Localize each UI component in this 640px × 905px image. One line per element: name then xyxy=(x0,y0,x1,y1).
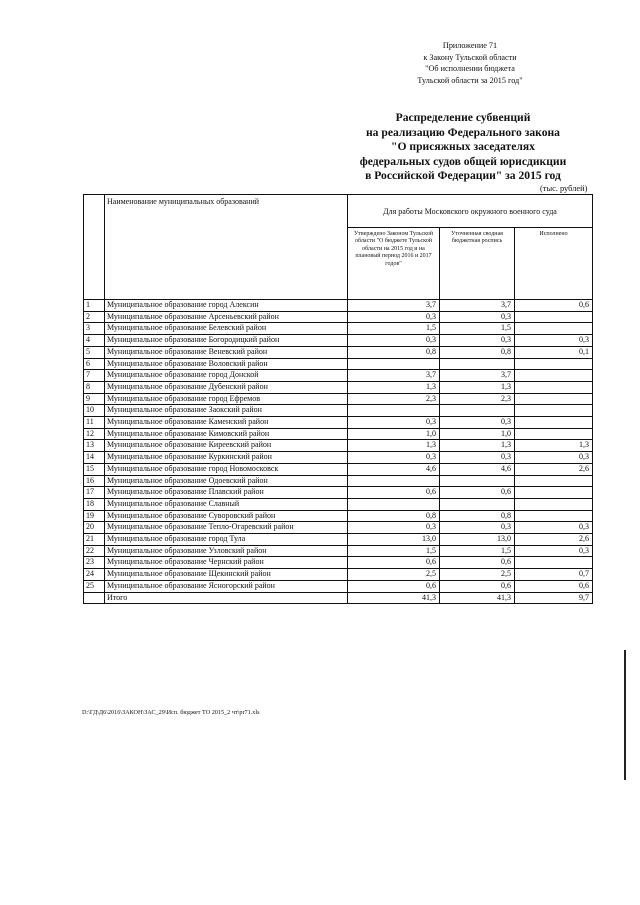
executed-value xyxy=(515,487,593,499)
row-number: 6 xyxy=(84,358,105,370)
executed-value xyxy=(515,417,593,429)
municipality-name: Муниципальное образование Суворовский район xyxy=(105,510,348,522)
table-row xyxy=(84,393,593,405)
municipality-name: Муниципальное образование город Ефремов xyxy=(105,393,348,405)
municipality-name: Муниципальное образование Кимовский район xyxy=(105,428,348,440)
row-number: 19 xyxy=(84,510,105,522)
table-row xyxy=(84,440,593,452)
refined-value: 2,5 xyxy=(440,569,515,581)
approved-value xyxy=(348,358,440,370)
table-row xyxy=(84,452,593,464)
municipality-name: Муниципальное образование Богородицкий район xyxy=(105,335,348,347)
municipality-name: Муниципальное образование Воловский район xyxy=(105,358,348,370)
total-num-cell xyxy=(84,592,105,604)
executed-value: 0,1 xyxy=(515,346,593,358)
total-row xyxy=(84,592,593,604)
refined-value: 3,7 xyxy=(440,300,515,312)
executed-value xyxy=(515,381,593,393)
municipality-name: Муниципальное образование Щекинский район xyxy=(105,569,348,581)
approved-value: 13,0 xyxy=(348,534,440,546)
table-row xyxy=(84,498,593,510)
annex-line-2: к Закону Тульской области xyxy=(423,52,517,62)
refined-value: 1,5 xyxy=(440,323,515,335)
executed-value xyxy=(515,475,593,487)
table-row xyxy=(84,463,593,475)
table-row xyxy=(84,370,593,382)
table-header-row xyxy=(84,195,593,228)
header-court-group: Для работы Московского окружного военного суда xyxy=(348,195,593,228)
annex-line-4: Тульской области за 2015 год" xyxy=(417,75,523,85)
row-number: 9 xyxy=(84,393,105,405)
scan-edge-line xyxy=(624,650,626,780)
executed-value: 1,3 xyxy=(515,440,593,452)
approved-value: 0,8 xyxy=(348,346,440,358)
table-row xyxy=(84,475,593,487)
approved-value: 1,5 xyxy=(348,545,440,557)
row-number: 14 xyxy=(84,452,105,464)
annex-line-3: "Об исполнении бюджета xyxy=(425,64,515,73)
municipality-name: Муниципальное образование Куркинский район xyxy=(105,452,348,464)
refined-value: 0,8 xyxy=(440,510,515,522)
table-row xyxy=(84,300,593,312)
municipality-name: Муниципальное образование Узловский район xyxy=(105,545,348,557)
row-number: 24 xyxy=(84,569,105,581)
header-executed: Исполнено xyxy=(515,228,593,300)
table-row xyxy=(84,580,593,592)
table-row xyxy=(84,417,593,429)
executed-value xyxy=(515,323,593,335)
executed-value: 0,3 xyxy=(515,522,593,534)
refined-value: 13,0 xyxy=(440,534,515,546)
municipality-name: Муниципальное образование Заокский район xyxy=(105,405,348,417)
executed-value xyxy=(515,510,593,522)
executed-value: 0,3 xyxy=(515,335,593,347)
total-label: Итого xyxy=(105,592,348,604)
row-number: 18 xyxy=(84,498,105,510)
approved-value: 1,3 xyxy=(348,440,440,452)
refined-value: 4,6 xyxy=(440,463,515,475)
refined-value: 0,3 xyxy=(440,311,515,323)
approved-value: 0,3 xyxy=(348,335,440,347)
table-row xyxy=(84,545,593,557)
refined-value xyxy=(440,498,515,510)
municipality-name: Муниципальное образование Каменский район xyxy=(105,417,348,429)
municipality-name: Муниципальное образование город Алексин xyxy=(105,300,348,312)
table-row xyxy=(84,557,593,569)
row-number: 7 xyxy=(84,370,105,382)
approved-value: 0,6 xyxy=(348,557,440,569)
executed-value xyxy=(515,498,593,510)
table-row xyxy=(84,487,593,499)
row-number: 20 xyxy=(84,522,105,534)
municipality-name: Муниципальное образование Чернский район xyxy=(105,557,348,569)
approved-value xyxy=(348,475,440,487)
table-row xyxy=(84,346,593,358)
approved-value: 0,3 xyxy=(348,311,440,323)
approved-value: 1,3 xyxy=(348,381,440,393)
row-number: 12 xyxy=(84,428,105,440)
title-line-5: в Российской Федерации" за 2015 год xyxy=(365,169,561,183)
refined-value: 0,3 xyxy=(440,417,515,429)
approved-value: 0,3 xyxy=(348,522,440,534)
executed-value xyxy=(515,311,593,323)
approved-value: 0,6 xyxy=(348,580,440,592)
row-number: 13 xyxy=(84,440,105,452)
refined-value: 1,3 xyxy=(440,381,515,393)
executed-value xyxy=(515,428,593,440)
row-number: 17 xyxy=(84,487,105,499)
executed-value xyxy=(515,370,593,382)
title-line-2: на реализацию Федерального закона xyxy=(366,125,560,139)
table-row xyxy=(84,428,593,440)
table-row xyxy=(84,323,593,335)
total-executed: 9,7 xyxy=(515,592,593,604)
subsidy-table xyxy=(83,194,593,604)
row-number: 1 xyxy=(84,300,105,312)
municipality-name: Муниципальное образование Дубенский район xyxy=(105,381,348,393)
header-name: Наименование муниципальных образований xyxy=(105,195,348,300)
title-line-4: федеральных судов общей юрисдикции xyxy=(359,154,567,168)
municipality-name: Муниципальное образование Веневский район xyxy=(105,346,348,358)
header-approved: Утверждено Законом Тульской области "О бюджете Тульской области на 2015 год и на плановый период 2016 и 2017 годов" xyxy=(348,228,440,300)
annex-header xyxy=(392,40,548,86)
row-number: 11 xyxy=(84,417,105,429)
refined-value: 1,5 xyxy=(440,545,515,557)
refined-value: 0,6 xyxy=(440,580,515,592)
approved-value: 3,7 xyxy=(348,300,440,312)
header-refined: Уточненная сводная бюджетная роспись xyxy=(440,228,515,300)
total-refined: 41,3 xyxy=(440,592,515,604)
refined-value: 0,8 xyxy=(440,346,515,358)
row-number: 16 xyxy=(84,475,105,487)
executed-value xyxy=(515,405,593,417)
executed-value xyxy=(515,393,593,405)
approved-value: 2,3 xyxy=(348,393,440,405)
municipality-name: Муниципальное образование Киреевский район xyxy=(105,440,348,452)
document-title xyxy=(326,111,600,184)
executed-value xyxy=(515,557,593,569)
municipality-name: Муниципальное образование Ясногорский район xyxy=(105,580,348,592)
total-approved: 41,3 xyxy=(348,592,440,604)
units-label: (тыс. рублей) xyxy=(540,184,588,193)
row-number: 25 xyxy=(84,580,105,592)
table-row xyxy=(84,522,593,534)
refined-value: 3,7 xyxy=(440,370,515,382)
row-number: 5 xyxy=(84,346,105,358)
approved-value: 4,6 xyxy=(348,463,440,475)
municipality-name: Муниципальное образование Белевский район xyxy=(105,323,348,335)
approved-value: 1,0 xyxy=(348,428,440,440)
refined-value xyxy=(440,358,515,370)
table-row xyxy=(84,534,593,546)
refined-value: 2,3 xyxy=(440,393,515,405)
row-number: 10 xyxy=(84,405,105,417)
row-number: 21 xyxy=(84,534,105,546)
table-row xyxy=(84,381,593,393)
executed-value xyxy=(515,358,593,370)
table-row xyxy=(84,569,593,581)
approved-value: 0,8 xyxy=(348,510,440,522)
header-num-cell xyxy=(84,195,105,300)
title-line-3: "О присяжных заседателях xyxy=(391,140,535,154)
refined-value: 0,3 xyxy=(440,335,515,347)
executed-value: 2,6 xyxy=(515,534,593,546)
executed-value: 0,7 xyxy=(515,569,593,581)
file-path-footer: D:\ГД\Д6\2016\ЗАКОН\ЗАС_29\Исп. бюджет ТО 2015_2 чт\pr71.xls xyxy=(82,709,260,716)
municipality-name: Муниципальное образование Славный xyxy=(105,498,348,510)
row-number: 22 xyxy=(84,545,105,557)
approved-value: 1,5 xyxy=(348,323,440,335)
refined-value: 0,3 xyxy=(440,522,515,534)
refined-value xyxy=(440,405,515,417)
approved-value xyxy=(348,405,440,417)
refined-value: 1,3 xyxy=(440,440,515,452)
table-row xyxy=(84,311,593,323)
municipality-name: Муниципальное образование Одоевский район xyxy=(105,475,348,487)
refined-value: 0,3 xyxy=(440,452,515,464)
refined-value: 0,6 xyxy=(440,487,515,499)
table-row xyxy=(84,335,593,347)
row-number: 23 xyxy=(84,557,105,569)
municipality-name: Муниципальное образование Плавский район xyxy=(105,487,348,499)
row-number: 4 xyxy=(84,335,105,347)
table-body xyxy=(84,300,593,593)
municipality-name: Муниципальное образование Тепло-Огаревский район xyxy=(105,522,348,534)
municipality-name: Муниципальное образование город Донской xyxy=(105,370,348,382)
row-number: 2 xyxy=(84,311,105,323)
refined-value: 0,6 xyxy=(440,557,515,569)
row-number: 8 xyxy=(84,381,105,393)
approved-value: 2,5 xyxy=(348,569,440,581)
title-line-1: Распределение субвенций xyxy=(395,111,531,124)
municipality-name: Муниципальное образование Арсеньевский район xyxy=(105,311,348,323)
row-number: 3 xyxy=(84,323,105,335)
municipality-name: Муниципальное образование город Тула xyxy=(105,534,348,546)
executed-value: 0,6 xyxy=(515,580,593,592)
refined-value: 1,0 xyxy=(440,428,515,440)
municipality-name: Муниципальное образование город Новомосковск xyxy=(105,463,348,475)
table-row xyxy=(84,510,593,522)
annex-line-1: Приложение 71 xyxy=(442,41,498,50)
approved-value: 0,3 xyxy=(348,452,440,464)
approved-value: 3,7 xyxy=(348,370,440,382)
executed-value: 2,6 xyxy=(515,463,593,475)
refined-value xyxy=(440,475,515,487)
executed-value: 0,3 xyxy=(515,545,593,557)
executed-value: 0,3 xyxy=(515,452,593,464)
row-number: 15 xyxy=(84,463,105,475)
table-row xyxy=(84,358,593,370)
approved-value: 0,3 xyxy=(348,417,440,429)
approved-value xyxy=(348,498,440,510)
approved-value: 0,6 xyxy=(348,487,440,499)
table-row xyxy=(84,405,593,417)
executed-value: 0,6 xyxy=(515,300,593,312)
